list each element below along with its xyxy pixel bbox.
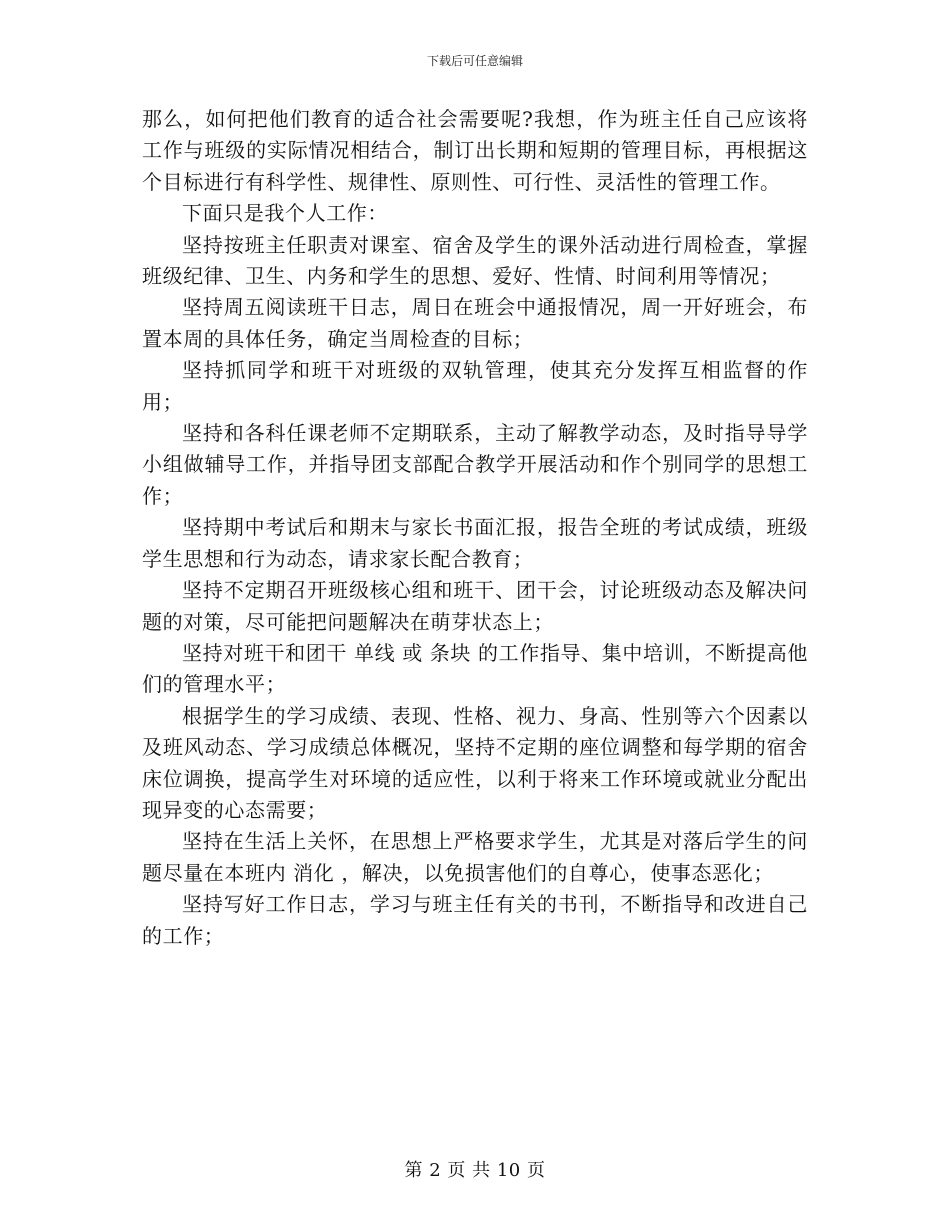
paragraph-item: 坚持期中考试后和期末与家长书面汇报，报告全班的考试成绩，班级学生思想和行为动态，请求家长配合教育； — [142, 515, 808, 571]
page-header: 下载后可任意编辑 — [426, 54, 523, 68]
body-text — [142, 104, 808, 952]
paragraph-continuation: 那么，如何把他们教育的适合社会需要呢?我想，作为班主任自己应该将工作与班级的实际情况相结合，制订出长期和短期的管理目标，再根据这个目标进行有科学性、规律性、原则性、可行性、灵活性的管理工作。 — [142, 107, 808, 194]
paragraph-item: 坚持按班主任职责对课室、宿舍及学生的课外活动进行周检查，掌握班级纪律、卫生、内务和学生的思想、爱好、性情、时间利用等情况； — [142, 232, 808, 289]
paragraph-item: 坚持写好工作日志，学习与班主任有关的书刊，不断指导和改进自己的工作； — [142, 892, 808, 948]
paragraph-item: 坚持和各科任课老师不定期联系，主动了解教学动态，及时指导导学小组做辅导工作，并指导团支部配合教学开展活动和作个别同学的思想工作； — [142, 421, 808, 508]
paragraph-intro: 下面只是我个人工作： — [182, 201, 388, 226]
page-number: 第 2 页 共 10 页 — [404, 1160, 546, 1181]
paragraph-item: 坚持在生活上关怀，在思想上严格要求学生，尤其是对落后学生的问题尽量在本班内 消化 ，解决，以免损害他们的自尊心，使事态恶化； — [142, 829, 808, 885]
paragraph-item: 坚持不定期召开班级核心组和班干、团干会，讨论班级动态及解决问题的对策，尽可能把问题解决在萌芽状态上； — [142, 578, 808, 634]
paragraph-item: 坚持对班干和团干 单线 或 条块 的工作指导、集中培训，不断提高他们的管理水平； — [142, 640, 808, 697]
paragraph-item: 坚持周五阅读班干日志，周日在班会中通报情况，周一开好班会，布置本周的具体任务，确定当周检查的目标； — [142, 295, 808, 351]
paragraph-item: 坚持抓同学和班干对班级的双轨管理，使其充分发挥互相监督的作用； — [142, 358, 808, 414]
paragraph-item: 根据学生的学习成绩、表现、性格、视力、身高、性别等六个因素以及班风动态、学习成绩总体概况，坚持不定期的座位调整和每学期的宿舍床位调换，提高学生对环境的适应性，以利于将来工作环境或就业分配出现异变的心态需要； — [142, 703, 808, 822]
